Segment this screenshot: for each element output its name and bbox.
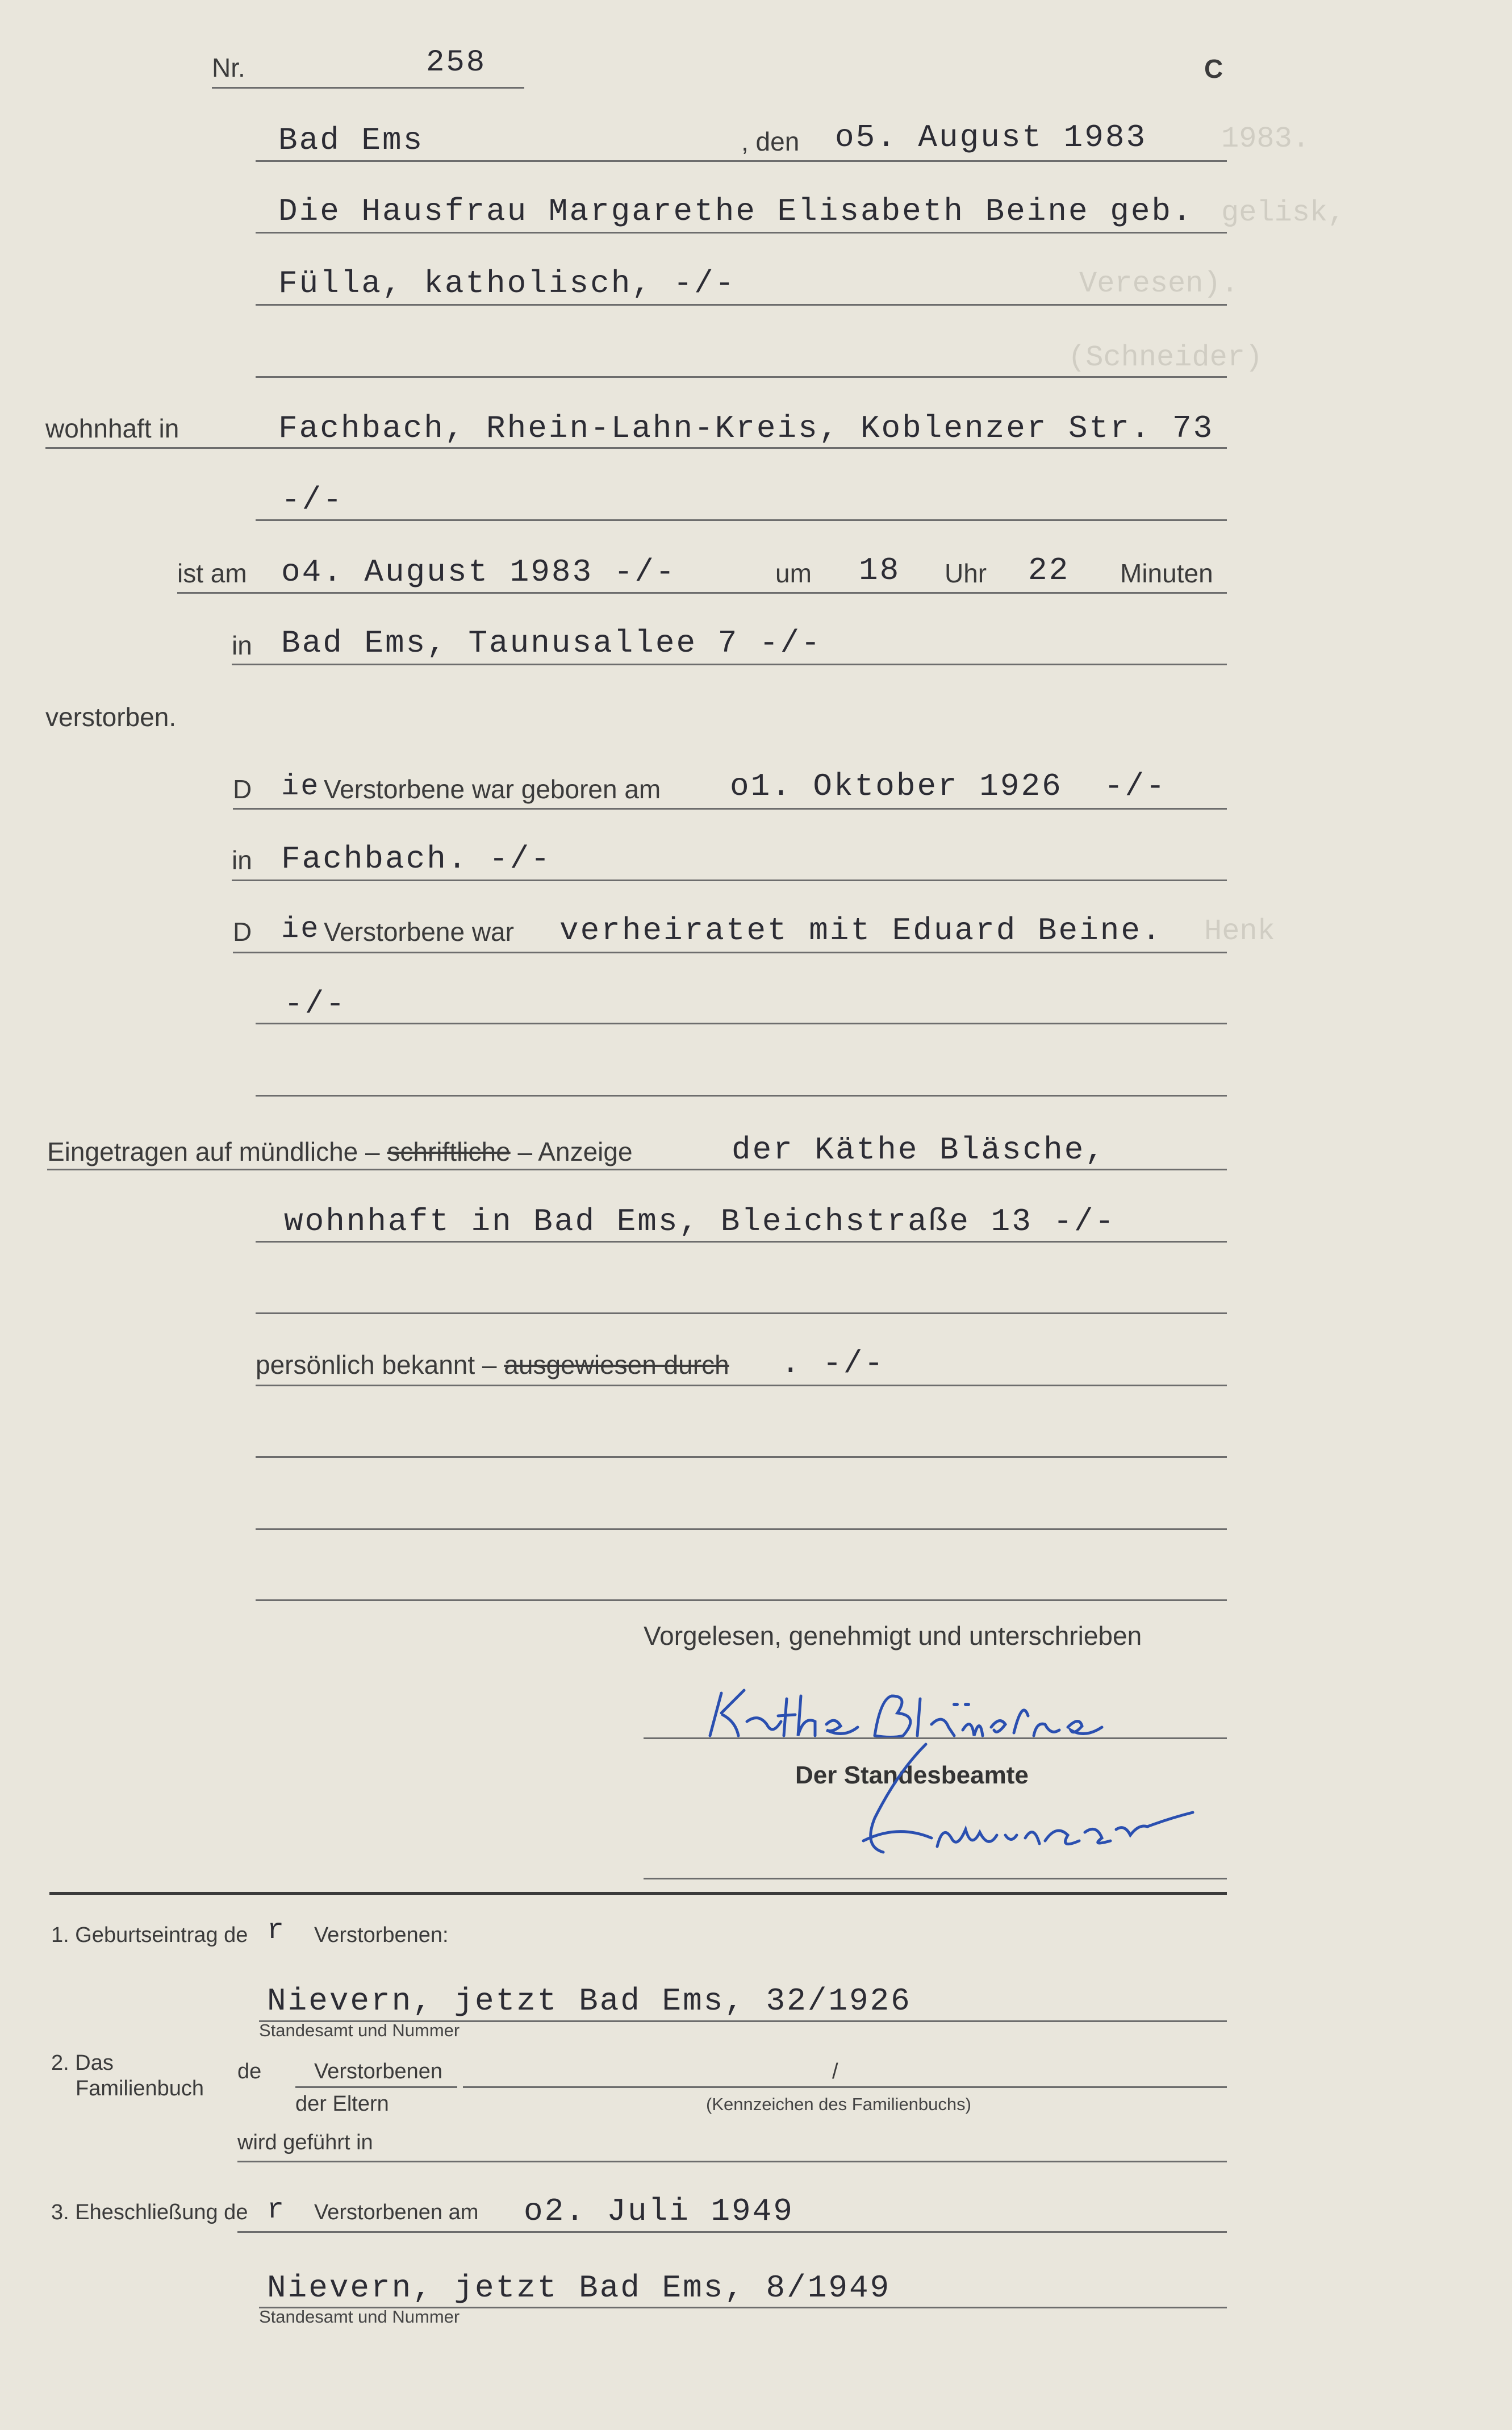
family-book-verstorbenen: Verstorbenen xyxy=(314,2060,443,2083)
deceased-description-cont: Fülla, katholisch, -/- xyxy=(278,265,736,302)
um-label: um xyxy=(775,558,812,588)
birth-entry-value: Nievern, jetzt Bad Ems, 32/1926 xyxy=(267,1983,912,2019)
death-in-label: in xyxy=(232,631,252,660)
birth-entry-caption: Standesamt und Nummer xyxy=(259,2020,460,2040)
notice-label-b: – Anzeige xyxy=(517,1137,633,1166)
marital-label-ie: ie xyxy=(281,912,320,946)
rule xyxy=(237,2231,1227,2233)
deceased-description: Die Hausfrau Margarethe Elisabeth Beine geb. xyxy=(278,193,1193,230)
rule xyxy=(233,952,1227,953)
informant-name: der Käthe Bläsche, xyxy=(732,1132,1106,1168)
rule xyxy=(256,1241,1227,1243)
residence-address-cont: -/- xyxy=(281,482,344,518)
informant-address: wohnhaft in Bad Ems, Bleichstraße 13 -/- xyxy=(284,1203,1116,1240)
nr-label: Nr. xyxy=(212,53,245,82)
birth-in-label: in xyxy=(232,845,252,875)
ist-am-label: ist am xyxy=(177,558,247,588)
identification-label-struck: ausgewiesen durch xyxy=(504,1350,729,1379)
nr-underline xyxy=(212,87,524,89)
bleed-through-text: Veresen). xyxy=(1079,267,1239,301)
rule xyxy=(45,447,1227,449)
rule xyxy=(47,1169,1227,1170)
rule xyxy=(256,1023,1227,1024)
notice-label-a: Eingetragen auf mündliche – xyxy=(47,1137,380,1166)
birth-label-d: D xyxy=(233,774,252,804)
notice-label xyxy=(47,1136,633,1167)
marriage-label-rest: Verstorbenen am xyxy=(314,2200,479,2224)
verstorben-label: verstorben. xyxy=(45,702,177,732)
birth-place: Fachbach. -/- xyxy=(281,841,552,877)
identification-value: . -/- xyxy=(781,1345,886,1382)
birth-entry-r: r xyxy=(267,1915,286,1947)
residence-label: wohnhaft in xyxy=(45,414,179,443)
den-label: , den xyxy=(741,127,800,156)
family-book-kennzeichen: (Kennzeichen des Familienbuchs) xyxy=(706,2094,971,2114)
family-book-eltern: der Eltern xyxy=(295,2092,389,2116)
marital-label: Verstorbene war xyxy=(324,917,514,947)
bleed-through-text: (Schneider) xyxy=(1068,341,1263,374)
marital-label-d: D xyxy=(233,917,252,947)
family-book-label-b: Familienbuch xyxy=(76,2077,204,2100)
identification-label xyxy=(256,1349,729,1380)
family-book-de: de xyxy=(237,2060,262,2083)
official-label: Der Standesbeamte xyxy=(795,1761,1029,1789)
bleed-through-text: gelisk, xyxy=(1221,196,1346,230)
bleed-through-text: Henk xyxy=(1204,915,1275,948)
rule xyxy=(233,808,1227,810)
birth-entry-label-rest: Verstorbenen: xyxy=(314,1923,449,1947)
rule xyxy=(256,304,1227,306)
rule xyxy=(237,2161,1227,2162)
marital-status: verheiratet mit Eduard Beine. xyxy=(559,912,1163,949)
rule xyxy=(256,232,1227,234)
death-date: o4. August 1983 -/- xyxy=(281,554,676,590)
rule xyxy=(256,519,1227,521)
record-number: 258 xyxy=(426,45,487,80)
marriage-place-number: Nievern, jetzt Bad Ems, 8/1949 xyxy=(267,2270,891,2306)
death-hour: 18 xyxy=(859,552,901,589)
birth-date: o1. Oktober 1926 -/- xyxy=(730,768,1167,805)
rule xyxy=(256,1385,1227,1386)
marriage-date: o2. Juli 1949 xyxy=(524,2193,794,2229)
birth-entry-label: 1. Geburtseintrag de xyxy=(51,1923,248,1947)
marriage-label: 3. Eheschließung de xyxy=(51,2200,248,2224)
family-book-label-a: 2. Das xyxy=(51,2051,114,2075)
official-signature xyxy=(829,1739,1216,1869)
rule xyxy=(256,1599,1227,1601)
footer-separator xyxy=(49,1892,1227,1895)
residence-address: Fachbach, Rhein-Lahn-Kreis, Koblenzer Str. 73 xyxy=(278,410,1214,447)
marital-status-cont: -/- xyxy=(284,986,346,1022)
identification-label-a: persönlich bekannt – xyxy=(256,1350,497,1379)
notice-label-struck: schriftliche xyxy=(387,1137,511,1166)
rule xyxy=(256,1456,1227,1458)
rule xyxy=(177,592,1227,594)
form-letter: C xyxy=(1204,54,1223,84)
read-approved-label: Vorgelesen, genehmigt und unterschrieben xyxy=(644,1621,1142,1650)
death-minutes: 22 xyxy=(1028,552,1070,589)
minuten-label: Minuten xyxy=(1120,558,1213,588)
registry-place: Bad Ems xyxy=(278,122,424,159)
rule xyxy=(295,2086,457,2088)
rule xyxy=(256,1312,1227,1314)
rule xyxy=(256,1528,1227,1530)
uhr-label: Uhr xyxy=(945,558,987,588)
family-book-gefuehrt: wird geführt in xyxy=(237,2131,373,2154)
rule xyxy=(256,376,1227,378)
rule xyxy=(232,664,1227,665)
record-date: o5. August 1983 xyxy=(835,119,1147,156)
official-signature-line xyxy=(644,1878,1227,1879)
birth-label: Verstorbene war geboren am xyxy=(324,774,661,804)
death-place: Bad Ems, Taunusallee 7 -/- xyxy=(281,625,822,661)
bleed-through-text: 1983. xyxy=(1221,122,1310,156)
rule xyxy=(463,2086,1227,2088)
rule xyxy=(256,1095,1227,1097)
family-book-slash: / xyxy=(832,2060,838,2083)
rule xyxy=(256,160,1227,162)
marriage-caption: Standesamt und Nummer xyxy=(259,2307,460,2327)
marriage-r: r xyxy=(267,2194,286,2227)
rule xyxy=(232,880,1227,881)
birth-label-ie: ie xyxy=(281,770,320,803)
